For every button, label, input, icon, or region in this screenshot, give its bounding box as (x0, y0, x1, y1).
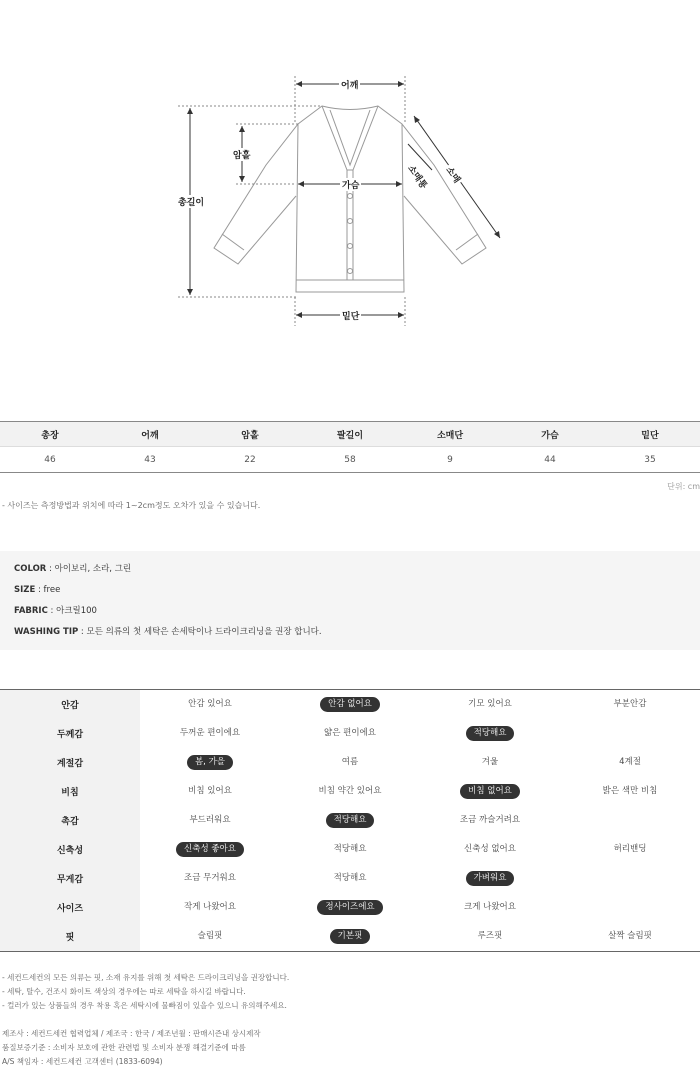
feature-option: 기모 있어요 (468, 699, 512, 709)
size-value: : free (35, 585, 61, 595)
size-value-cell: 22 (244, 454, 256, 465)
feature-option-cell (280, 748, 420, 777)
product-info-box (0, 551, 700, 650)
feature-row (0, 893, 700, 922)
sleeve-label: 소매 (442, 162, 465, 187)
notice-line: - 컬러가 있는 상품들의 경우 착용 혹은 세탁시에 물빠짐이 있을수 있으니 유의해주세요. (2, 1001, 287, 1010)
size-header-cell: 가슴 (541, 430, 559, 441)
feature-option-cell (280, 690, 420, 719)
feature-option-cell (280, 806, 420, 835)
feature-row (0, 922, 700, 951)
feature-option-cell (560, 835, 700, 864)
cuff-label: 소매통 (404, 160, 432, 192)
feature-option: 조금 무거워요 (184, 873, 236, 883)
feature-option: 두꺼운 편이에요 (179, 728, 241, 738)
size-note: - 사이즈는 측정방법과 위치에 따라 1~2cm정도 오차가 있을 수 있습니다. (2, 501, 261, 510)
size-value-cell: 43 (144, 454, 156, 465)
feature-option-cell (420, 777, 560, 806)
feature-option-cell (420, 835, 560, 864)
feature-option-cell (140, 719, 280, 748)
size-value-cell: 44 (544, 454, 556, 465)
feature-option: 작게 나왔어요 (184, 902, 236, 912)
feature-option-cell (560, 719, 700, 748)
feature-name: 무게감 (0, 864, 140, 893)
washing-info (14, 625, 686, 646)
feature-option-cell (560, 777, 700, 806)
feature-option-cell (420, 719, 560, 748)
cardigan-illustration (0, 0, 700, 420)
size-value-cell: 58 (344, 454, 356, 465)
feature-row (0, 748, 700, 777)
size-value-cell: 46 (44, 454, 56, 465)
feature-option-selected: 적당해요 (466, 726, 515, 741)
feature-option-cell (280, 893, 420, 922)
feature-option-cell (560, 864, 700, 893)
feature-option-cell (280, 777, 420, 806)
fabric-key: FABRIC (14, 606, 48, 616)
feature-option-cell (140, 777, 280, 806)
size-table-header (0, 421, 700, 447)
size-header-cell: 총장 (41, 430, 59, 441)
size-header-cell: 소매단 (436, 430, 464, 441)
feature-option-cell (420, 806, 560, 835)
company-line: 제조사 : 세컨드세컨 협력업체 / 제조국 : 한국 / 제조년월 : 판매시즌내 상시제작 (2, 1029, 261, 1038)
feature-option-cell (140, 835, 280, 864)
size-header-cell: 어깨 (141, 430, 159, 441)
feature-option: 부분안감 (613, 699, 647, 709)
company-line: A/S 책임자 : 세컨드세컨 고객센터 (1833-6094) (2, 1057, 163, 1066)
feature-name: 촉감 (0, 806, 140, 835)
size-info (14, 583, 686, 604)
feature-option-cell (420, 864, 560, 893)
size-table (0, 421, 700, 473)
feature-option: 얇은 편이에요 (324, 728, 376, 738)
feature-option: 밝은 색만 비침 (602, 786, 658, 796)
feature-row (0, 806, 700, 835)
feature-option: 여름 (341, 757, 359, 767)
size-value-cell: 35 (644, 454, 656, 465)
feature-option-cell (560, 806, 700, 835)
feature-option-selected: 신축성 좋아요 (176, 842, 244, 857)
feature-option-cell (560, 922, 700, 951)
color-value: : 아이보리, 소라, 그린 (46, 564, 132, 574)
feature-option-selected: 가벼워요 (466, 871, 515, 886)
feature-option-cell (280, 835, 420, 864)
feature-option: 적당해요 (333, 844, 367, 854)
feature-option-selected: 적당해요 (326, 813, 375, 828)
feature-row (0, 719, 700, 748)
feature-option-selected: 비침 없어요 (460, 784, 520, 799)
feature-option: 부드러워요 (189, 815, 231, 825)
feature-row (0, 835, 700, 864)
size-table-row (0, 447, 700, 473)
feature-option: 조금 까슬거려요 (459, 815, 521, 825)
feature-option-cell (420, 748, 560, 777)
measurement-diagram (0, 0, 700, 420)
feature-row (0, 864, 700, 893)
feature-option: 크게 나왔어요 (464, 902, 516, 912)
notice-line: - 세컨드세컨의 모든 의류는 핏, 소재 유지를 위해 첫 세탁은 드라이크리닝을 권장합니다. (2, 973, 290, 982)
feature-option: 살짝 슬림핏 (608, 931, 652, 941)
feature-option: 허리밴딩 (613, 844, 647, 854)
notice-line: - 세탁, 탈수, 건조시 화이트 색상의 경우에는 따로 세탁을 하시길 바랍니다. (2, 987, 246, 996)
feature-option-selected: 안감 없어요 (320, 697, 380, 712)
feature-option-selected: 봄, 가을 (187, 755, 233, 770)
feature-option-cell (140, 690, 280, 719)
feature-option-cell (140, 864, 280, 893)
feature-option-cell (420, 893, 560, 922)
size-header-cell: 밑단 (641, 430, 659, 441)
feature-name: 두께감 (0, 719, 140, 748)
feature-name: 사이즈 (0, 893, 140, 922)
feature-name: 비침 (0, 777, 140, 806)
feature-option-cell (280, 922, 420, 951)
size-header-cell: 팔길이 (336, 430, 364, 441)
feature-option-cell (280, 719, 420, 748)
feature-row (0, 777, 700, 806)
size-key: SIZE (14, 585, 36, 595)
feature-name: 핏 (0, 922, 140, 951)
armhole-label: 암홀 (231, 148, 252, 161)
feature-option-cell (560, 893, 700, 922)
feature-option-cell (140, 748, 280, 777)
feature-option-selected: 기본핏 (330, 929, 371, 944)
feature-option: 겨울 (481, 757, 499, 767)
feature-option: 루즈핏 (477, 931, 503, 941)
feature-option: 비침 있어요 (188, 786, 232, 796)
total-length-label: 총길이 (176, 195, 206, 208)
color-key: COLOR (14, 564, 47, 574)
feature-option-cell (420, 690, 560, 719)
hem-label: 밑단 (340, 309, 361, 322)
feature-option: 적당해요 (333, 873, 367, 883)
feature-option: 신축성 없어요 (464, 844, 516, 854)
feature-option-cell (560, 748, 700, 777)
feature-option: 비침 약간 있어요 (318, 786, 382, 796)
fabric-info (14, 604, 686, 625)
feature-option-cell (140, 922, 280, 951)
feature-option: 슬림핏 (197, 931, 223, 941)
feature-option: 안감 있어요 (188, 699, 232, 709)
unit-label: 단위: cm (667, 482, 700, 491)
feature-option: 4계절 (619, 757, 641, 767)
fabric-value: : 아크릴100 (47, 606, 97, 616)
feature-name: 계절감 (0, 748, 140, 777)
feature-option-cell (560, 690, 700, 719)
company-line: 품질보증기준 : 소비자 보호에 관한 관련법 및 소비자 분쟁 해결기준에 따름 (2, 1043, 246, 1052)
chest-label: 가슴 (340, 178, 361, 191)
feature-option-cell (420, 922, 560, 951)
size-value-cell: 9 (447, 454, 453, 465)
washing-key: WASHING TIP (14, 627, 79, 637)
feature-option-selected: 정사이즈에요 (317, 900, 382, 915)
feature-name: 안감 (0, 690, 140, 719)
feature-name: 신축성 (0, 835, 140, 864)
feature-table (0, 689, 700, 952)
feature-row (0, 690, 700, 719)
feature-option-cell (140, 893, 280, 922)
washing-value: : 모든 의류의 첫 세탁은 손세탁이나 드라이크리닝을 권장 합니다. (78, 627, 322, 637)
feature-option-cell (140, 806, 280, 835)
color-info (14, 562, 686, 583)
shoulder-label: 어깨 (339, 78, 360, 91)
size-header-cell: 암홀 (241, 430, 259, 441)
feature-option-cell (280, 864, 420, 893)
